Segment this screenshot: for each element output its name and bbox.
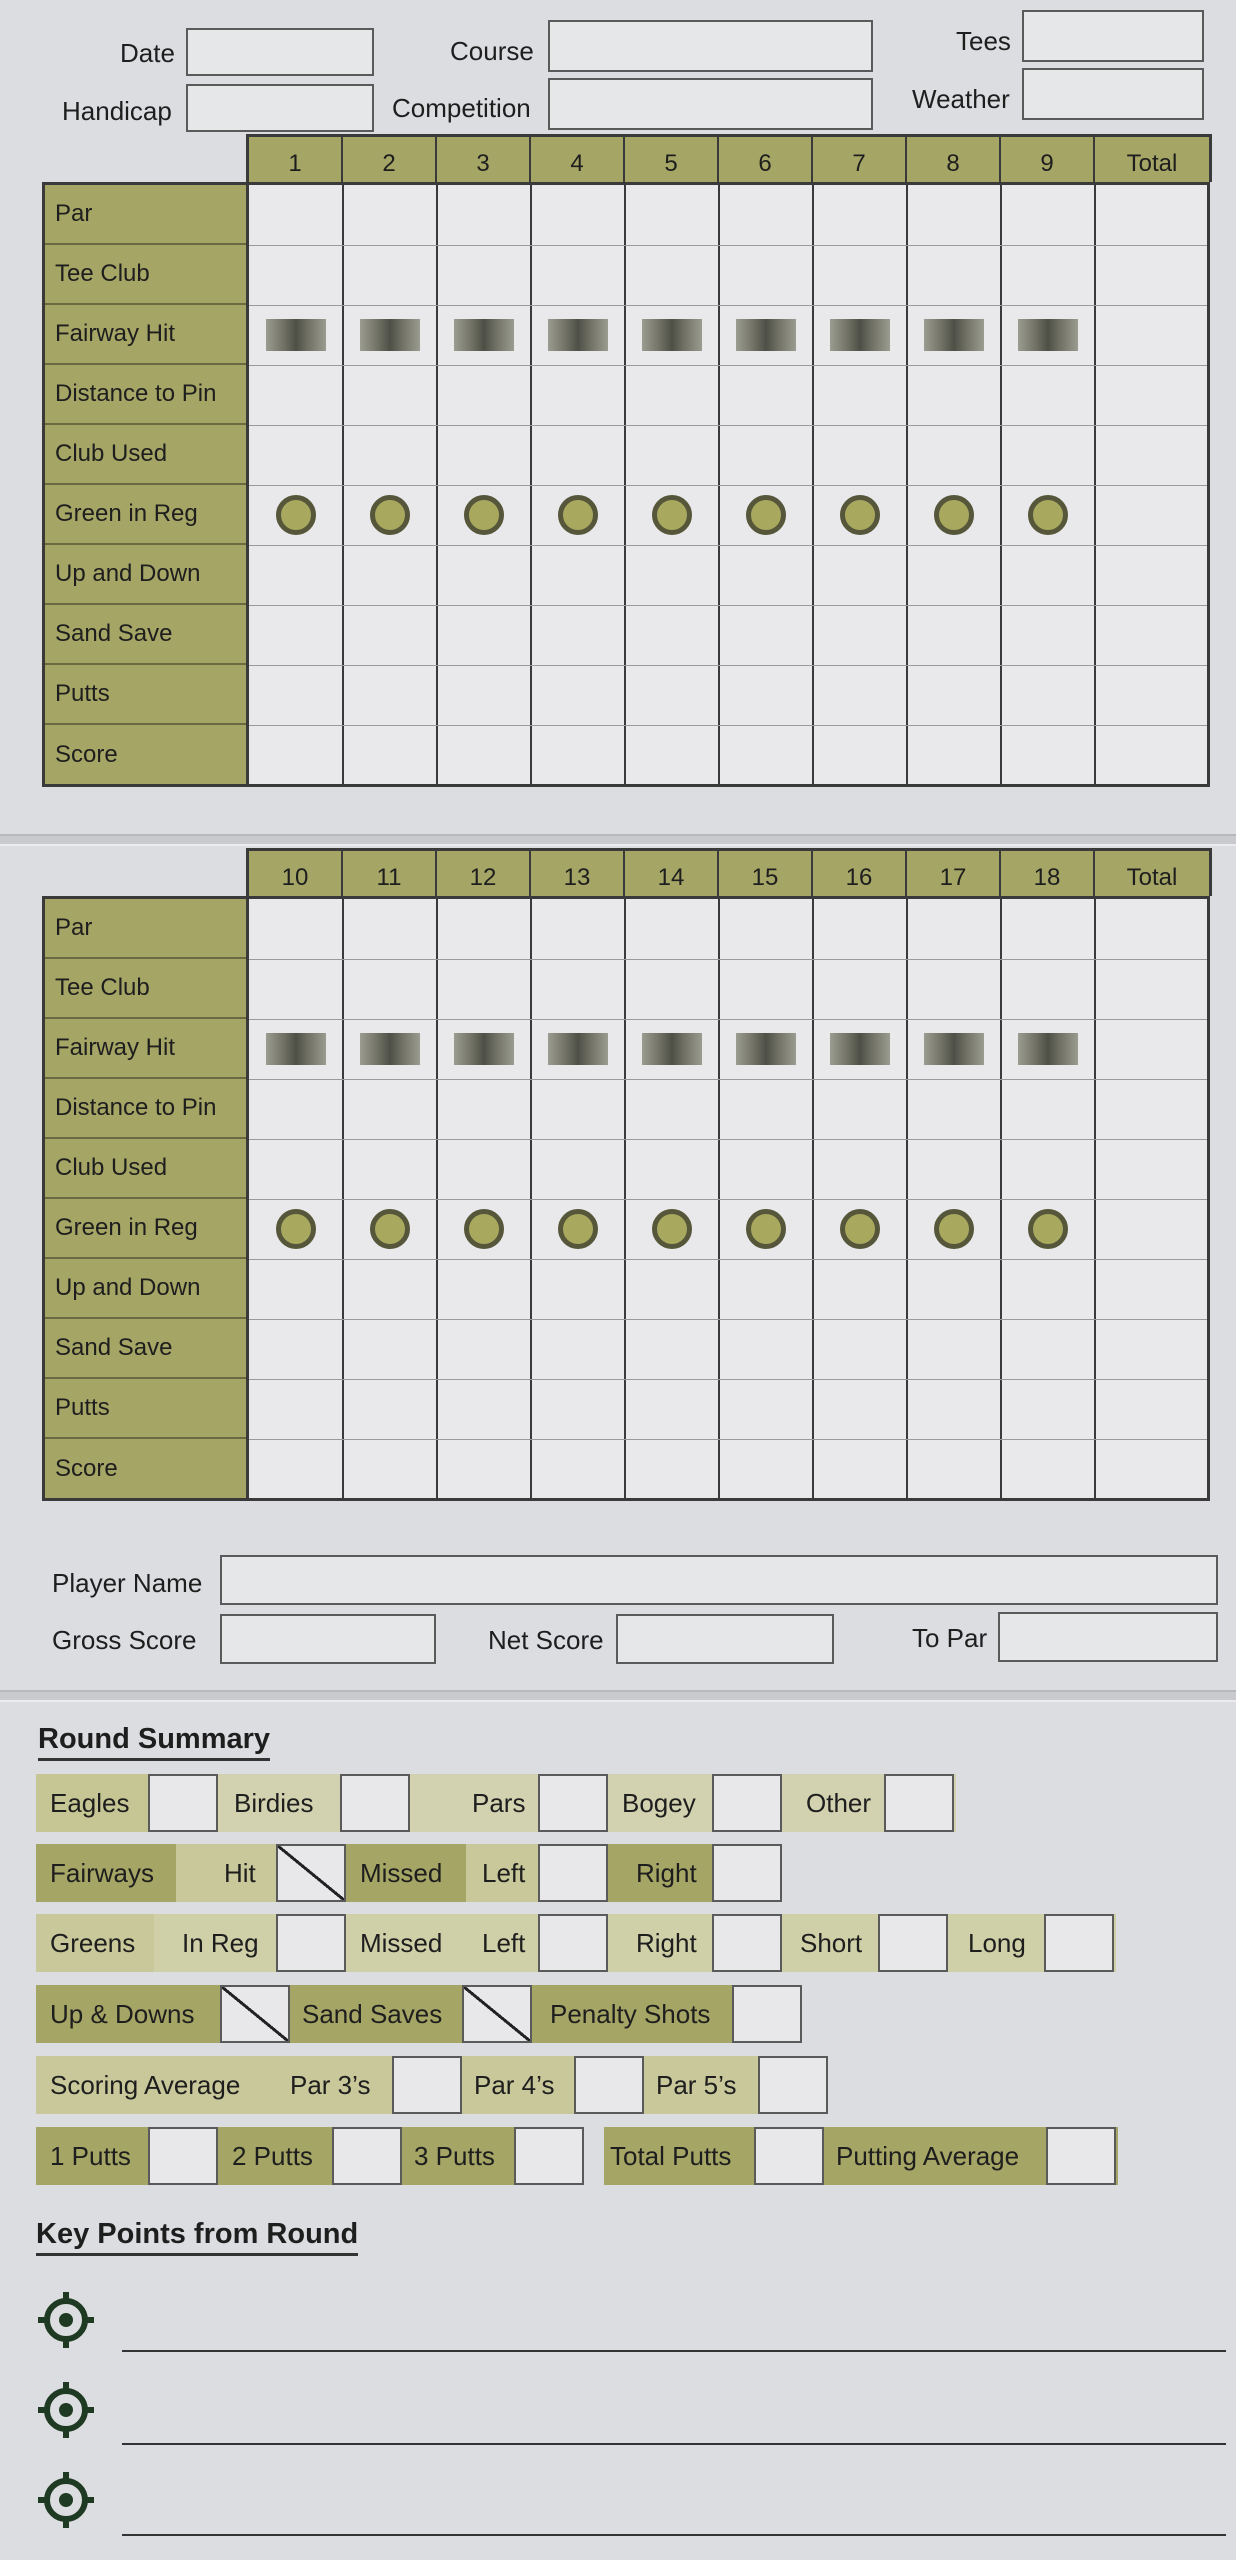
tees-label: Tees: [956, 26, 1011, 56]
weather-field[interactable]: [1022, 68, 1204, 120]
row-divider: [249, 1379, 1207, 1380]
green-in-reg-checkbox[interactable]: [840, 1209, 880, 1249]
other-label: Other: [806, 1787, 872, 1818]
row-label-column: [45, 899, 249, 1498]
green-in-reg-checkbox[interactable]: [558, 1209, 598, 1249]
front-nine-body: [42, 182, 1210, 787]
green-in-reg-checkbox[interactable]: [746, 495, 786, 535]
gross-score-label: Gross Score: [52, 1625, 197, 1655]
fairway-hit-checkbox[interactable]: [454, 1033, 514, 1065]
fairway-hit-checkbox[interactable]: [1018, 1033, 1078, 1065]
putting-average-label: Putting Average: [836, 2140, 1020, 2171]
hole-number: 16: [813, 851, 907, 896]
key-point-line[interactable]: [122, 2443, 1226, 2445]
fairway-hit-checkbox[interactable]: [642, 1033, 702, 1065]
fairway-hit-checkbox[interactable]: [360, 1033, 420, 1065]
greens-left-field[interactable]: [538, 1914, 608, 1972]
handicap-field[interactable]: [186, 84, 374, 132]
penalty-shots-field[interactable]: [732, 1985, 802, 2043]
to-par-label: To Par: [912, 1623, 988, 1653]
back-nine-body: [42, 896, 1210, 1501]
row-label-tee-club: Tee Club: [45, 959, 246, 1019]
row-divider: [249, 1259, 1207, 1260]
eagles-label: Eagles: [50, 1787, 130, 1818]
greens-right-field[interactable]: [712, 1914, 782, 1972]
green-in-reg-checkbox[interactable]: [276, 1209, 316, 1249]
course-field[interactable]: [548, 20, 873, 72]
par4-field[interactable]: [574, 2056, 644, 2114]
two-putts-field[interactable]: [332, 2127, 402, 2185]
short-game-row: [36, 1985, 802, 2043]
bogey-field[interactable]: [712, 1774, 782, 1832]
greens-short-field[interactable]: [878, 1914, 948, 1972]
par5-label: Par 5’s: [656, 2069, 737, 2100]
green-in-reg-checkbox[interactable]: [840, 495, 880, 535]
sand-saves-field[interactable]: [462, 1985, 532, 2043]
weather-label: Weather: [912, 84, 1010, 114]
hole-number: 1: [249, 137, 343, 182]
fairway-hit-label: Hit: [224, 1857, 256, 1888]
row-divider: [249, 1319, 1207, 1320]
hole-number: 12: [437, 851, 531, 896]
row-label-fairway-hit: Fairway Hit: [45, 1019, 246, 1079]
tees-field[interactable]: [1022, 10, 1204, 62]
two-putts-label: 2 Putts: [232, 2140, 313, 2171]
green-in-reg-checkbox[interactable]: [370, 495, 410, 535]
row-label-par: Par: [45, 185, 246, 245]
fairway-hit-checkbox[interactable]: [736, 319, 796, 351]
row-label-putts: Putts: [45, 665, 246, 725]
target-icon: [38, 2472, 94, 2528]
hole-number: 7: [813, 137, 907, 182]
to-par-field[interactable]: [998, 1612, 1218, 1662]
hole-number: 8: [907, 137, 1001, 182]
par3-field[interactable]: [392, 2056, 462, 2114]
scoring-average-row: [36, 2056, 828, 2114]
back-nine-header: [246, 848, 1212, 896]
green-in-reg-checkbox[interactable]: [276, 495, 316, 535]
fairway-left-label: Left: [482, 1857, 526, 1888]
greens-left-label: Left: [482, 1927, 526, 1958]
row-label-fairway-hit: Fairway Hit: [45, 305, 246, 365]
row-divider: [249, 665, 1207, 666]
bogey-label: Bogey: [622, 1787, 696, 1818]
one-putts-field[interactable]: [148, 2127, 218, 2185]
hole-number: 6: [719, 137, 813, 182]
par3-label: Par 3’s: [290, 2069, 371, 2100]
row-divider: [249, 485, 1207, 486]
row-label-up-and-down: Up and Down: [45, 545, 246, 605]
greens-long-field[interactable]: [1044, 1914, 1114, 1972]
fairway-hit-checkbox[interactable]: [454, 319, 514, 351]
row-divider: [249, 1019, 1207, 1020]
back-nine-scorecard: [42, 848, 1210, 1508]
row-label-club-used: Club Used: [45, 425, 246, 485]
front-nine-header: [246, 134, 1212, 182]
fairway-hit-checkbox[interactable]: [548, 1033, 608, 1065]
hole-number: 17: [907, 851, 1001, 896]
pars-field[interactable]: [538, 1774, 608, 1832]
row-divider: [249, 1439, 1207, 1440]
green-in-reg-checkbox[interactable]: [370, 1209, 410, 1249]
row-label-par: Par: [45, 899, 246, 959]
green-in-reg-checkbox[interactable]: [1028, 495, 1068, 535]
row-divider: [249, 545, 1207, 546]
green-in-reg-checkbox[interactable]: [934, 1209, 974, 1249]
fairway-hit-checkbox[interactable]: [924, 319, 984, 351]
green-in-reg-checkbox[interactable]: [1028, 1209, 1068, 1249]
fairway-left-field[interactable]: [538, 1844, 608, 1902]
fairway-right-label: Right: [636, 1857, 697, 1888]
greens-right-label: Right: [636, 1927, 697, 1958]
greens-label: Greens: [50, 1927, 136, 1958]
putts-row: [36, 2127, 1118, 2185]
hole-number: 11: [343, 851, 437, 896]
fold-divider: [0, 834, 1236, 846]
player-name-label: Player Name: [52, 1568, 203, 1598]
course-label: Course: [450, 36, 534, 66]
row-label-score: Score: [55, 741, 118, 768]
fairways-label: Fairways: [50, 1857, 155, 1888]
net-score-field[interactable]: [616, 1614, 834, 1664]
row-label-up-and-down: Up and Down: [45, 1259, 246, 1319]
fairway-hit-field[interactable]: [276, 1844, 346, 1902]
competition-field[interactable]: [548, 78, 873, 130]
row-divider: [249, 245, 1207, 246]
fold-divider: [0, 1690, 1236, 1702]
hole-number: 13: [531, 851, 625, 896]
green-in-reg-checkbox[interactable]: [558, 495, 598, 535]
green-in-reg-checkbox[interactable]: [652, 1209, 692, 1249]
row-divider: [249, 305, 1207, 306]
fairway-hit-checkbox[interactable]: [830, 1033, 890, 1065]
up-downs-label: Up & Downs: [50, 1998, 195, 2029]
front-nine-scorecard: [42, 134, 1210, 794]
green-in-reg-checkbox[interactable]: [464, 495, 504, 535]
fairway-hit-checkbox[interactable]: [360, 319, 420, 351]
hole-number: 3: [437, 137, 531, 182]
fairways-row: [36, 1844, 782, 1902]
par4-label: Par 4’s: [474, 2069, 555, 2100]
greens-short-label: Short: [800, 1927, 863, 1958]
row-label-score: Score: [55, 1455, 118, 1482]
fairway-hit-checkbox[interactable]: [266, 319, 326, 351]
row-label-distance-to-pin: Distance to Pin: [45, 365, 246, 425]
net-score-label: Net Score: [488, 1625, 604, 1655]
up-downs-field[interactable]: [220, 1985, 290, 2043]
total-putts-label: Total Putts: [610, 2140, 732, 2171]
row-label-sand-save: Sand Save: [45, 1319, 246, 1379]
fairway-missed-label: Missed: [360, 1857, 443, 1888]
sand-saves-label: Sand Saves: [302, 1998, 443, 2029]
target-icon: [38, 2382, 94, 2438]
three-putts-label: 3 Putts: [414, 2140, 495, 2171]
total-putts-field[interactable]: [754, 2127, 824, 2185]
gross-score-field[interactable]: [220, 1614, 436, 1664]
row-divider: [249, 1139, 1207, 1140]
key-point-line[interactable]: [122, 2534, 1226, 2536]
fairway-right-field[interactable]: [712, 1844, 782, 1902]
hole-number: 18: [1001, 851, 1095, 896]
scoring-average-label: Scoring Average: [50, 2069, 241, 2100]
birdies-field[interactable]: [340, 1774, 410, 1832]
green-in-reg-checkbox[interactable]: [934, 495, 974, 535]
three-putts-field[interactable]: [514, 2127, 584, 2185]
penalty-shots-label: Penalty Shots: [550, 1998, 711, 2029]
row-label-distance-to-pin: Distance to Pin: [45, 1079, 246, 1139]
hole-number: 5: [625, 137, 719, 182]
date-label: Date: [120, 38, 175, 68]
row-divider: [249, 1079, 1207, 1080]
birdies-label: Birdies: [234, 1787, 314, 1818]
fairway-hit-checkbox[interactable]: [266, 1033, 326, 1065]
greens-missed-label: Missed: [360, 1927, 443, 1958]
green-in-reg-checkbox[interactable]: [652, 495, 692, 535]
greens-in-reg-field[interactable]: [276, 1914, 346, 1972]
target-icon: [38, 2292, 94, 2348]
fairway-hit-checkbox[interactable]: [830, 319, 890, 351]
row-divider: [249, 1199, 1207, 1200]
row-label-club-used: Club Used: [45, 1139, 246, 1199]
greens-row: [36, 1914, 1116, 1972]
greens-in-reg-label: In Reg: [182, 1927, 259, 1958]
putting-average-field[interactable]: [1046, 2127, 1116, 2185]
key-points-title: Key Points from Round: [36, 2218, 358, 2256]
competition-label: Competition: [392, 93, 531, 123]
greens-long-label: Long: [968, 1927, 1026, 1958]
green-in-reg-checkbox[interactable]: [464, 1209, 504, 1249]
key-point-line[interactable]: [122, 2350, 1226, 2352]
green-in-reg-checkbox[interactable]: [746, 1209, 786, 1249]
row-label-column: [45, 185, 249, 784]
hole-number: 4: [531, 137, 625, 182]
fairway-hit-checkbox[interactable]: [924, 1033, 984, 1065]
player-name-field[interactable]: [220, 1555, 1218, 1605]
total-header: Total: [1126, 150, 1178, 177]
row-label-green-in-reg: Green in Reg: [45, 1199, 246, 1259]
hole-number: 14: [625, 851, 719, 896]
pars-label: Pars: [472, 1787, 526, 1818]
hole-number: 15: [719, 851, 813, 896]
fairway-hit-checkbox[interactable]: [1018, 319, 1078, 351]
hole-number: 10: [249, 851, 343, 896]
row-divider: [249, 959, 1207, 960]
fairway-hit-checkbox[interactable]: [548, 319, 608, 351]
hole-number: 2: [343, 137, 437, 182]
row-divider: [249, 365, 1207, 366]
row-divider: [249, 725, 1207, 726]
eagles-field[interactable]: [148, 1774, 218, 1832]
date-field[interactable]: [186, 28, 374, 76]
row-label-tee-club: Tee Club: [45, 245, 246, 305]
fairway-hit-checkbox[interactable]: [642, 319, 702, 351]
hole-number: 9: [1001, 137, 1095, 182]
row-divider: [249, 425, 1207, 426]
row-label-sand-save: Sand Save: [45, 605, 246, 665]
fairway-hit-checkbox[interactable]: [736, 1033, 796, 1065]
row-divider: [249, 605, 1207, 606]
scoring-row: [36, 1774, 956, 1832]
round-summary-title: Round Summary: [38, 1723, 270, 1761]
par5-field[interactable]: [758, 2056, 828, 2114]
one-putts-label: 1 Putts: [50, 2140, 131, 2171]
row-label-putts: Putts: [45, 1379, 246, 1439]
total-header: Total: [1126, 864, 1178, 891]
row-label-green-in-reg: Green in Reg: [45, 485, 246, 545]
handicap-label: Handicap: [62, 96, 172, 126]
other-field[interactable]: [884, 1774, 954, 1832]
